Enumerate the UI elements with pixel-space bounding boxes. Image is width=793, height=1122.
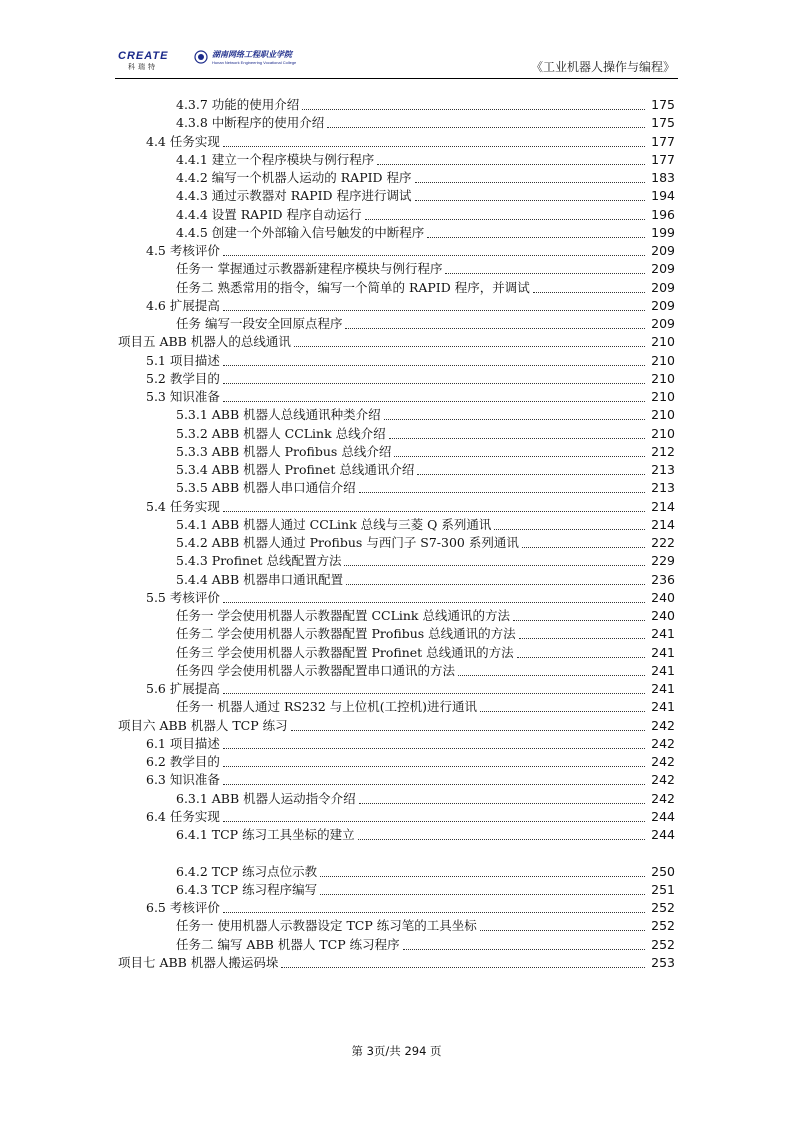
toc-dot-leader (223, 254, 645, 256)
toc-entry-title: 4.6 扩展提高 (146, 297, 220, 313)
toc-entry-level-2[interactable] (0, 589, 793, 607)
toc-dot-leader (517, 656, 645, 658)
toc-dot-leader (415, 181, 645, 183)
toc-entry-title: 5.4 任务实现 (146, 498, 220, 514)
book-title: 《工业机器人操作与编程》 (530, 60, 675, 74)
toc-entry-title: 4.4.1 建立一个程序模块与例行程序 (176, 151, 375, 167)
toc-dot-leader (223, 601, 645, 603)
toc-entry-level-3[interactable] (0, 260, 793, 278)
toc-entry-level-2[interactable] (0, 735, 793, 753)
toc-entry-title: 任务一 掌握通过示教器新建程序模块与例行程序 (176, 261, 443, 277)
toc-entry-title: 6.4.1 TCP 练习工具坐标的建立 (176, 827, 355, 842)
toc-dot-leader (522, 546, 645, 548)
toc-entry-level-3[interactable] (0, 406, 793, 424)
toc-entry-level-3[interactable] (0, 881, 793, 899)
toc-entry-level-2[interactable] (0, 498, 793, 516)
toc-entry-title: 任务 编写一段安全回原点程序 (176, 316, 343, 331)
toc-entry-title: 4.3.8 中断程序的使用介绍 (176, 115, 325, 131)
toc-page-number: 242 (651, 735, 675, 751)
toc-entry-title: 6.1 项目描述 (146, 735, 220, 751)
toc-entry-level-2[interactable] (0, 242, 793, 260)
toc-dot-leader (458, 674, 645, 676)
toc-dot-leader (480, 710, 645, 712)
toc-page-number: 175 (651, 97, 675, 112)
toc-spacer (0, 844, 793, 862)
toc-entry-title: 5.6 扩展提高 (146, 681, 220, 696)
toc-entry-level-3[interactable] (0, 114, 793, 132)
toc-page-number: 244 (651, 827, 675, 842)
toc-page-number: 210 (651, 370, 675, 386)
toc-page-number: 252 (651, 936, 675, 952)
toc-entry-title: 4.5 考核评价 (146, 243, 220, 258)
toc-entry-title: 任务一 使用机器人示教器设定 TCP 练习笔的工具坐标 (176, 918, 477, 934)
toc-entry-level-2[interactable] (0, 133, 793, 151)
toc-entry-title: 4.4.2 编写一个机器人运动的 RAPID 程序 (176, 170, 412, 185)
toc-page-number: 175 (651, 115, 675, 131)
toc-dot-leader (223, 382, 645, 384)
toc-dot-leader (223, 747, 645, 749)
toc-page-number: 209 (651, 243, 675, 258)
toc-entry-level-2[interactable] (0, 370, 793, 388)
toc-page-number: 213 (651, 462, 675, 477)
toc-entry-title: 任务一 学会使用机器人示教器配置 CCLink 总线通讯的方法 (176, 608, 510, 623)
toc-entry-title: 任务四 学会使用机器人示教器配置串口通讯的方法 (176, 662, 455, 678)
toc-entry-level-3[interactable] (0, 516, 793, 534)
toc-entry-level-3[interactable] (0, 534, 793, 552)
toc-entry-level-3[interactable] (0, 790, 793, 808)
toc-page-number: 240 (651, 608, 675, 623)
school-name-cn: 湖南网络工程职业学院 (212, 49, 292, 59)
toc-entry-title: 6.4.3 TCP 练习程序编写 (176, 881, 318, 897)
toc-dot-leader (494, 528, 645, 530)
toc-entry-title: 4.4.3 通过示教器对 RAPID 程序进行调试 (176, 188, 412, 204)
toc-page-number: 242 (651, 790, 675, 806)
toc-entry-level-3[interactable] (0, 571, 793, 589)
school-logo (194, 46, 296, 68)
toc-entry-level-3[interactable] (0, 607, 793, 625)
toc-page-number: 210 (651, 407, 675, 423)
toc-dot-leader (359, 802, 645, 804)
toc-page-number: 212 (651, 443, 675, 459)
toc-entry-title: 5.4.3 Profinet 总线配置方法 (176, 553, 342, 569)
toc-page-number: 251 (651, 881, 675, 897)
toc-page-number: 177 (651, 151, 675, 167)
toc-dot-leader (358, 838, 645, 840)
toc-page-number: 241 (651, 626, 675, 642)
toc-entry-title: 项目七 ABB 机器人搬运码垛 (118, 954, 279, 970)
toc-page-number: 241 (651, 662, 675, 678)
toc-page-number: 229 (651, 553, 675, 569)
toc-page-number: 199 (651, 224, 675, 240)
toc-dot-leader (519, 637, 645, 639)
toc-dot-leader (291, 729, 645, 731)
toc-entry-level-3[interactable] (0, 826, 793, 844)
toc-dot-leader (302, 108, 645, 110)
toc-dot-leader (223, 510, 645, 512)
toc-page-number: 241 (651, 644, 675, 660)
toc-page-number: 194 (651, 188, 675, 204)
toc-entry-title: 4.3.7 功能的使用介绍 (176, 97, 300, 112)
toc-entry-level-1[interactable] (0, 717, 793, 735)
toc-entry-title: 任务二 学会使用机器人示教器配置 Profibus 总线通讯的方法 (176, 626, 516, 642)
create-logo-text: CREATE (118, 50, 169, 62)
toc-entry-level-1[interactable] (0, 954, 793, 972)
toc-dot-leader (223, 911, 645, 913)
toc-entry-level-2[interactable] (0, 771, 793, 789)
toc-dot-leader (359, 491, 645, 493)
table-of-contents (0, 96, 793, 972)
toc-entry-title: 5.3.3 ABB 机器人 Profibus 总线介绍 (176, 443, 392, 459)
toc-dot-leader (223, 400, 645, 402)
toc-page-number: 241 (651, 681, 675, 696)
toc-dot-leader (223, 820, 645, 822)
toc-page-number: 240 (651, 589, 675, 605)
toc-entry-level-3[interactable] (0, 169, 793, 187)
toc-entry-level-3[interactable] (0, 187, 793, 205)
toc-entry-title: 项目六 ABB 机器人 TCP 练习 (118, 717, 288, 733)
toc-page-number: 236 (651, 571, 675, 587)
toc-entry-title: 6.3.1 ABB 机器人运动指令介绍 (176, 790, 356, 806)
toc-page-number: 242 (651, 717, 675, 733)
toc-dot-leader (346, 583, 645, 585)
toc-dot-leader (384, 418, 645, 420)
school-name-en: Hunan Network Engineering Vocational College (212, 59, 297, 65)
toc-entry-title: 任务一 机器人通过 RS232 与上位机(工控机)进行通讯 (176, 699, 478, 715)
toc-dot-leader (345, 327, 645, 329)
toc-entry-title: 5.1 项目描述 (146, 352, 220, 368)
toc-dot-leader (513, 619, 645, 621)
toc-page-number: 222 (651, 535, 675, 550)
toc-dot-leader (427, 236, 645, 238)
toc-entry-level-3[interactable] (0, 96, 793, 114)
toc-dot-leader (394, 455, 645, 457)
toc-entry-level-3[interactable] (0, 206, 793, 224)
toc-entry-title: 任务二 熟悉常用的指令，编写一个简单的 RAPID 程序，并调试 (176, 279, 530, 295)
toc-entry-level-3[interactable] (0, 917, 793, 935)
toc-entry-title: 6.2 教学目的 (146, 754, 220, 769)
toc-entry-level-2[interactable] (0, 297, 793, 315)
create-logo-cn-text: 科瑞特 (128, 63, 158, 71)
toc-dot-leader (327, 126, 645, 128)
toc-page-number: 210 (651, 334, 675, 350)
toc-dot-leader (320, 875, 645, 877)
toc-page-number: 242 (651, 754, 675, 769)
toc-page-number: 196 (651, 206, 675, 222)
toc-dot-leader (377, 163, 645, 165)
toc-page-number: 183 (651, 170, 675, 185)
toc-page-number: 242 (651, 772, 675, 788)
toc-dot-leader (415, 199, 645, 201)
toc-entry-title: 5.3.2 ABB 机器人 CCLink 总线介绍 (176, 425, 386, 441)
toc-entry-title: 任务三 学会使用机器人示教器配置 Profinet 总线通讯的方法 (176, 644, 514, 660)
toc-dot-leader (294, 345, 645, 347)
toc-entry-level-3[interactable] (0, 936, 793, 954)
toc-entry-title: 5.3.4 ABB 机器人 Profinet 总线通讯介绍 (176, 462, 415, 477)
toc-dot-leader (281, 966, 645, 968)
create-logo (118, 50, 184, 76)
toc-page-number: 241 (651, 699, 675, 715)
toc-page-number: 214 (651, 516, 675, 532)
toc-entry-level-2[interactable] (0, 680, 793, 698)
toc-entry-title: 4.4 任务实现 (146, 133, 220, 149)
toc-entry-title: 6.3 知识准备 (146, 772, 220, 788)
toc-entry-level-3[interactable] (0, 552, 793, 570)
toc-entry-level-3[interactable] (0, 279, 793, 297)
toc-page-number: 252 (651, 918, 675, 934)
toc-page-number: 209 (651, 279, 675, 295)
toc-entry-title: 5.5 考核评价 (146, 589, 220, 605)
toc-page-number: 209 (651, 316, 675, 331)
toc-entry-level-3[interactable] (0, 151, 793, 169)
toc-page-number: 252 (651, 900, 675, 915)
toc-entry-level-2[interactable] (0, 388, 793, 406)
toc-entry-level-3[interactable] (0, 698, 793, 716)
page-header (0, 0, 793, 80)
toc-page-number: 177 (651, 133, 675, 149)
toc-entry-level-3[interactable] (0, 662, 793, 680)
toc-dot-leader (223, 765, 645, 767)
toc-entry-level-2[interactable] (0, 352, 793, 370)
toc-page-number: 209 (651, 297, 675, 313)
toc-dot-leader (533, 291, 645, 293)
school-seal-icon (194, 50, 208, 64)
toc-entry-title: 5.4.4 ABB 机器串口通讯配置 (176, 571, 344, 587)
toc-entry-level-2[interactable] (0, 899, 793, 917)
toc-entry-title: 4.4.4 设置 RAPID 程序自动运行 (176, 206, 362, 222)
toc-page-number: 214 (651, 498, 675, 514)
toc-entry-title: 5.3 知识准备 (146, 389, 220, 404)
toc-entry-level-3[interactable] (0, 461, 793, 479)
toc-page-number: 253 (651, 954, 675, 970)
toc-entry-level-2[interactable] (0, 808, 793, 826)
toc-dot-leader (223, 364, 645, 366)
toc-dot-leader (223, 309, 645, 311)
toc-page-number: 210 (651, 389, 675, 404)
toc-dot-leader (365, 218, 645, 220)
toc-dot-leader (480, 929, 645, 931)
toc-page-number: 209 (651, 261, 675, 277)
header-divider (115, 78, 678, 79)
toc-entry-level-3[interactable] (0, 443, 793, 461)
toc-entry-level-3[interactable] (0, 644, 793, 662)
toc-dot-leader (320, 893, 645, 895)
toc-page-number: 244 (651, 808, 675, 824)
toc-entry-title: 任务二 编写 ABB 机器人 TCP 练习程序 (176, 936, 400, 952)
toc-entry-level-3[interactable] (0, 863, 793, 881)
toc-dot-leader (344, 564, 645, 566)
toc-dot-leader (223, 145, 645, 147)
toc-entry-title: 项目五 ABB 机器人的总线通讯 (118, 334, 291, 350)
toc-entry-level-3[interactable] (0, 625, 793, 643)
toc-page-number: 210 (651, 352, 675, 368)
toc-page-number: 250 (651, 863, 675, 879)
toc-entry-title: 5.4.1 ABB 机器人通过 CCLink 总线与三菱 Q 系列通讯 (176, 516, 492, 532)
toc-page-number: 213 (651, 480, 675, 496)
toc-dot-leader (389, 437, 645, 439)
toc-entry-title: 4.4.5 创建一个外部输入信号触发的中断程序 (176, 224, 425, 240)
toc-entry-title: 5.4.2 ABB 机器人通过 Profibus 与西门子 S7-300 系列通讯 (176, 535, 519, 550)
toc-page-number: 210 (651, 425, 675, 441)
toc-entry-level-3[interactable] (0, 315, 793, 333)
toc-entry-title: 5.2 教学目的 (146, 370, 220, 386)
toc-entry-title: 6.5 考核评价 (146, 900, 220, 915)
toc-dot-leader (403, 948, 645, 950)
toc-entry-title: 6.4 任务实现 (146, 808, 220, 824)
toc-entry-level-3[interactable] (0, 425, 793, 443)
toc-entry-level-3[interactable] (0, 479, 793, 497)
toc-dot-leader (223, 783, 645, 785)
toc-entry-level-1[interactable] (0, 333, 793, 351)
toc-dot-leader (417, 473, 645, 475)
toc-entry-title: 6.4.2 TCP 练习点位示教 (176, 863, 318, 879)
toc-entry-level-3[interactable] (0, 224, 793, 242)
toc-entry-title: 5.3.1 ABB 机器人总线通讯种类介绍 (176, 407, 381, 423)
toc-entry-level-2[interactable] (0, 753, 793, 771)
toc-dot-leader (223, 692, 645, 694)
toc-dot-leader (445, 272, 645, 274)
page-footer: 第 3页/共 294 页 (351, 1044, 442, 1058)
toc-entry-title: 5.3.5 ABB 机器人串口通信介绍 (176, 480, 356, 496)
